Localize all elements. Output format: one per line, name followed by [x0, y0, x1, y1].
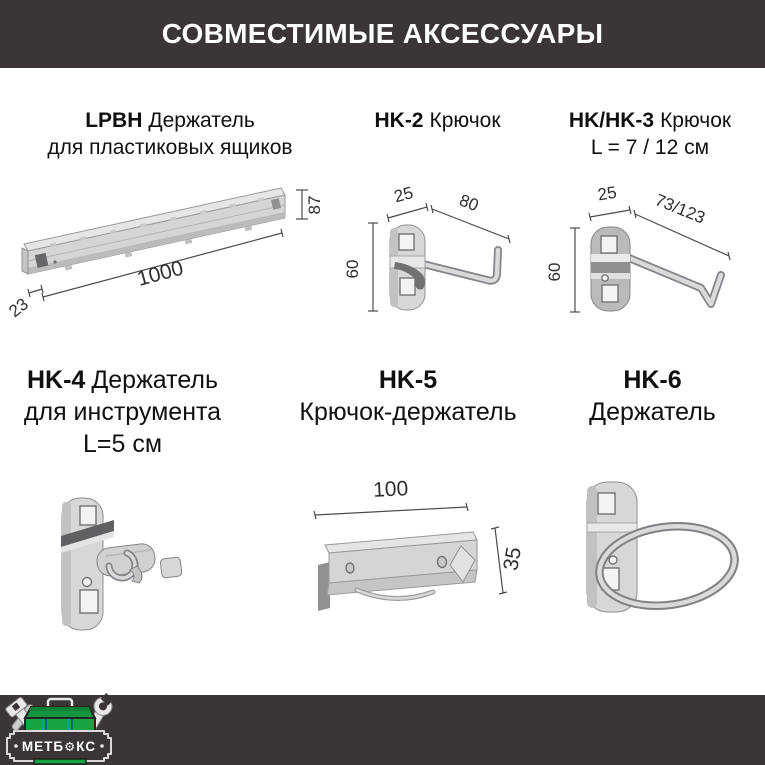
product-code: HK-2 [374, 109, 424, 132]
metbox-logo [2, 697, 116, 765]
dim-label-width: 25 [391, 183, 416, 207]
dim-label-height: 60 [343, 259, 362, 279]
plate-hole-round [83, 578, 92, 587]
header-bar [0, 0, 765, 68]
dim-label-length: 80 [456, 190, 482, 216]
dim-label-height: 60 [545, 262, 564, 282]
gear-icon: ⚙ [64, 739, 77, 754]
plate-hole-bottom [400, 278, 415, 295]
product-title-hk6 [545, 364, 760, 428]
hk4-drawing [25, 470, 235, 665]
product-title-hk4 [0, 364, 245, 460]
plate-hole-top [80, 506, 96, 525]
bracket-hole-right [437, 556, 447, 568]
plate-band-top [591, 254, 630, 262]
product-subtitle: для инструмента [23, 398, 222, 426]
plate-hole-round [609, 556, 617, 564]
plate-band [587, 523, 637, 532]
product-code: HK/HK-3 [568, 109, 655, 132]
product-code: LPBH [85, 109, 143, 132]
hk2-drawing [345, 170, 530, 335]
clamp-block [160, 557, 182, 578]
plate-hole-bottom [80, 590, 98, 613]
rail-left-cap [22, 248, 28, 274]
dim-line-length [314, 503, 468, 519]
badge-dot-left [14, 744, 18, 748]
product-title-hk2 [345, 107, 530, 134]
dim-label-height: 35 [499, 545, 526, 573]
plate-hole-top [399, 234, 414, 250]
product-code: HK-6 [623, 366, 682, 394]
dim-line-depth [28, 285, 43, 297]
plate-hole-round [602, 275, 608, 281]
dim-label-depth: 23 [5, 294, 32, 321]
lpbh-drawing [5, 178, 330, 330]
badge-dot-right [100, 744, 104, 748]
product-subtitle2: L=5 см [82, 430, 163, 458]
product-code: HK-4 [26, 366, 86, 394]
dim-label-height: 87 [305, 195, 324, 215]
brand-part1: МЕТБ [21, 739, 65, 754]
product-name: Крючок [660, 109, 732, 132]
plate-hole-top [601, 236, 617, 253]
hk3-drawing [545, 170, 765, 342]
product-title-hk5 [272, 364, 544, 428]
toolbox-stripe [41, 719, 44, 730]
toolbox-stripe [67, 719, 70, 730]
product-name: Держатель [91, 366, 219, 394]
page-title: СОВМЕСТИМЫЕ АКСЕССУАРЫ [161, 18, 604, 49]
bracket-hole-left [346, 563, 355, 574]
product-name: Крючок [429, 109, 501, 132]
dim-label-length: 1000 [134, 256, 186, 291]
rail-rivet [53, 260, 56, 263]
hk5-drawing [285, 470, 535, 670]
product-subtitle: L = 7 / 12 см [590, 136, 710, 159]
brand-wordmark [22, 739, 96, 754]
plate-band-dark [591, 262, 630, 273]
toolbox-body [25, 718, 95, 731]
toolbox-icon [25, 699, 95, 731]
plate-shade [587, 486, 597, 608]
toolbox-lid-top [29, 707, 91, 711]
plate-hole-top [598, 493, 615, 514]
hk6-drawing [555, 468, 755, 668]
product-name: Держатель [148, 109, 255, 132]
product-code: HK-5 [378, 366, 438, 394]
product-subtitle: для пластиковых ящиков [47, 136, 293, 159]
dim-label-width: 25 [596, 182, 618, 205]
clamp-cylinder [96, 542, 157, 577]
toolbox-stripe [71, 719, 73, 730]
product-name: Держатель [589, 398, 716, 426]
dim-label-length: 100 [372, 477, 409, 502]
dim-line-width [589, 206, 631, 221]
plate-shade [62, 502, 71, 626]
dim-label-length: 73/123 [652, 190, 708, 228]
product-title-lpbh [15, 107, 325, 161]
dim-line-height [368, 223, 378, 311]
toolbox-stripe [45, 719, 47, 730]
product-name: Крючок-держатель [299, 398, 517, 426]
plate-band-bottom [591, 273, 630, 279]
brand-part2: КС [76, 739, 97, 754]
dim-line-height [570, 228, 580, 312]
badge-base-strip [34, 759, 86, 764]
rail-groove [28, 205, 285, 261]
product-title-hk3 [535, 107, 765, 161]
plate-hole-bottom [602, 285, 618, 302]
dim-line-width [387, 203, 428, 222]
